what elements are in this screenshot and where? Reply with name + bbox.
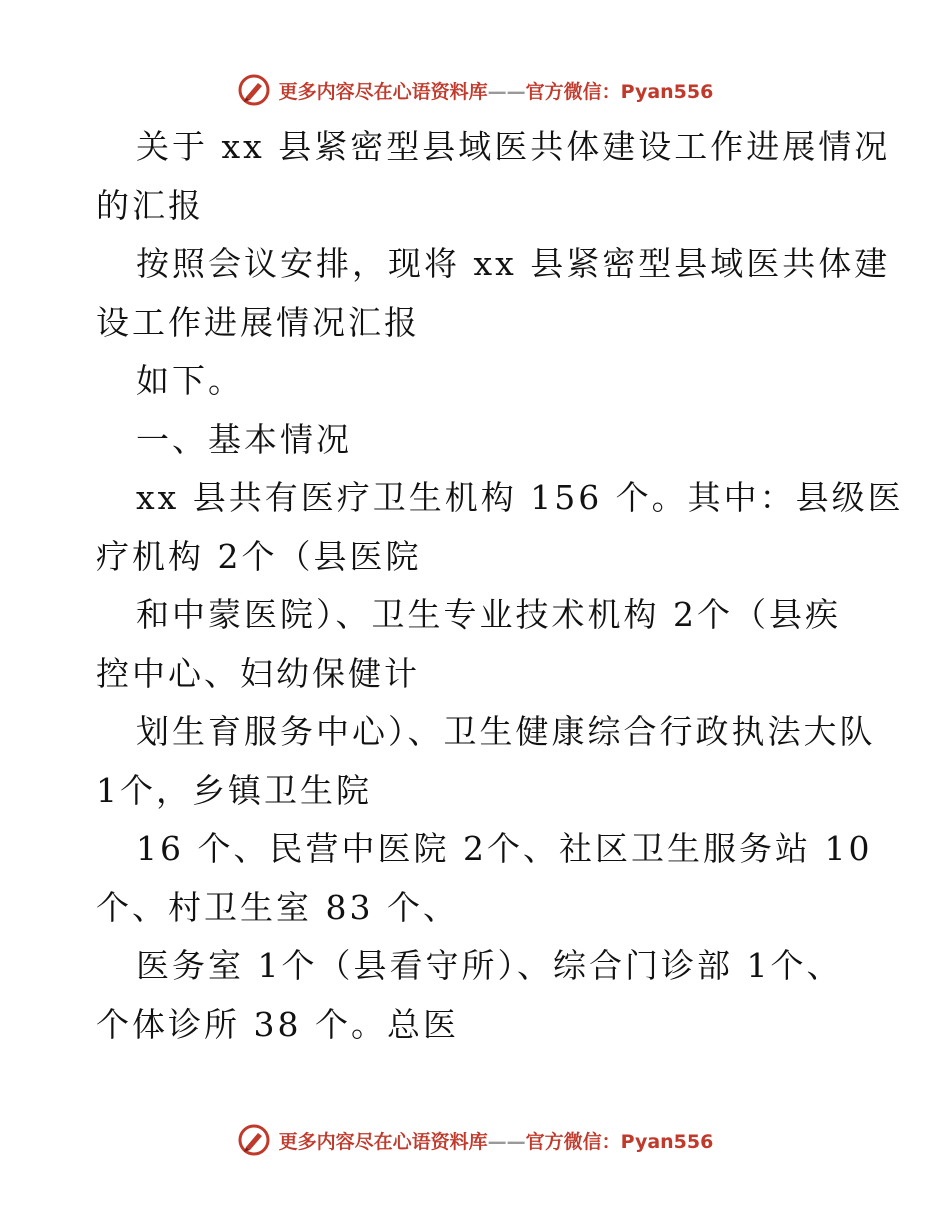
- doc-line: 个体诊所 38 个。总医: [96, 1004, 459, 1044]
- watermark-text: [279, 1127, 714, 1154]
- pen-circle-icon: [237, 73, 271, 107]
- document-body: [96, 118, 904, 1054]
- pen-circle-icon: [237, 1123, 271, 1157]
- doc-line: 16 个、民营中医院 2个、社区卫生服务站 10: [136, 829, 873, 868]
- watermark-wechat: 官方微信：Pyan556: [525, 80, 714, 103]
- doc-line: 控中心、妇幼保健计: [96, 653, 420, 693]
- doc-line: 个、村卫生室 83 个、: [96, 887, 459, 927]
- doc-line: 设工作进展情况汇报: [96, 302, 420, 342]
- watermark-dash: ——: [487, 1130, 526, 1153]
- section-heading: 一、基本情况: [136, 419, 352, 459]
- watermark-wechat: 官方微信：Pyan556: [525, 1130, 714, 1153]
- watermark-title: 更多内容尽在心语资料库: [278, 80, 488, 103]
- watermark-text: [279, 77, 714, 104]
- doc-line: 疗机构 2个（县医院: [96, 536, 422, 576]
- watermark-banner-top: [0, 68, 950, 112]
- doc-line: 的汇报: [96, 185, 204, 225]
- doc-line: 医务室 1个（县看守所）、综合门诊部 1个、: [136, 946, 843, 985]
- watermark-banner-bottom: [0, 1118, 950, 1162]
- doc-line: xx 县共有医疗卫生机构 156 个。其中：县级医: [136, 478, 904, 517]
- doc-line: 划生育服务中心）、卫生健康综合行政执法大队: [136, 712, 876, 751]
- doc-line: 和中蒙医院）、卫生专业技术机构 2个（县疾: [136, 595, 841, 634]
- doc-line: 关于 xx 县紧密型县域医共体建设工作进展情况: [136, 127, 891, 166]
- doc-line: 1个，乡镇卫生院: [96, 770, 372, 810]
- doc-line: 如下。: [136, 361, 244, 400]
- watermark-title: 更多内容尽在心语资料库: [278, 1130, 488, 1153]
- watermark-dash: ——: [487, 80, 526, 103]
- doc-line: 按照会议安排，现将 xx 县紧密型县域医共体建: [136, 244, 891, 283]
